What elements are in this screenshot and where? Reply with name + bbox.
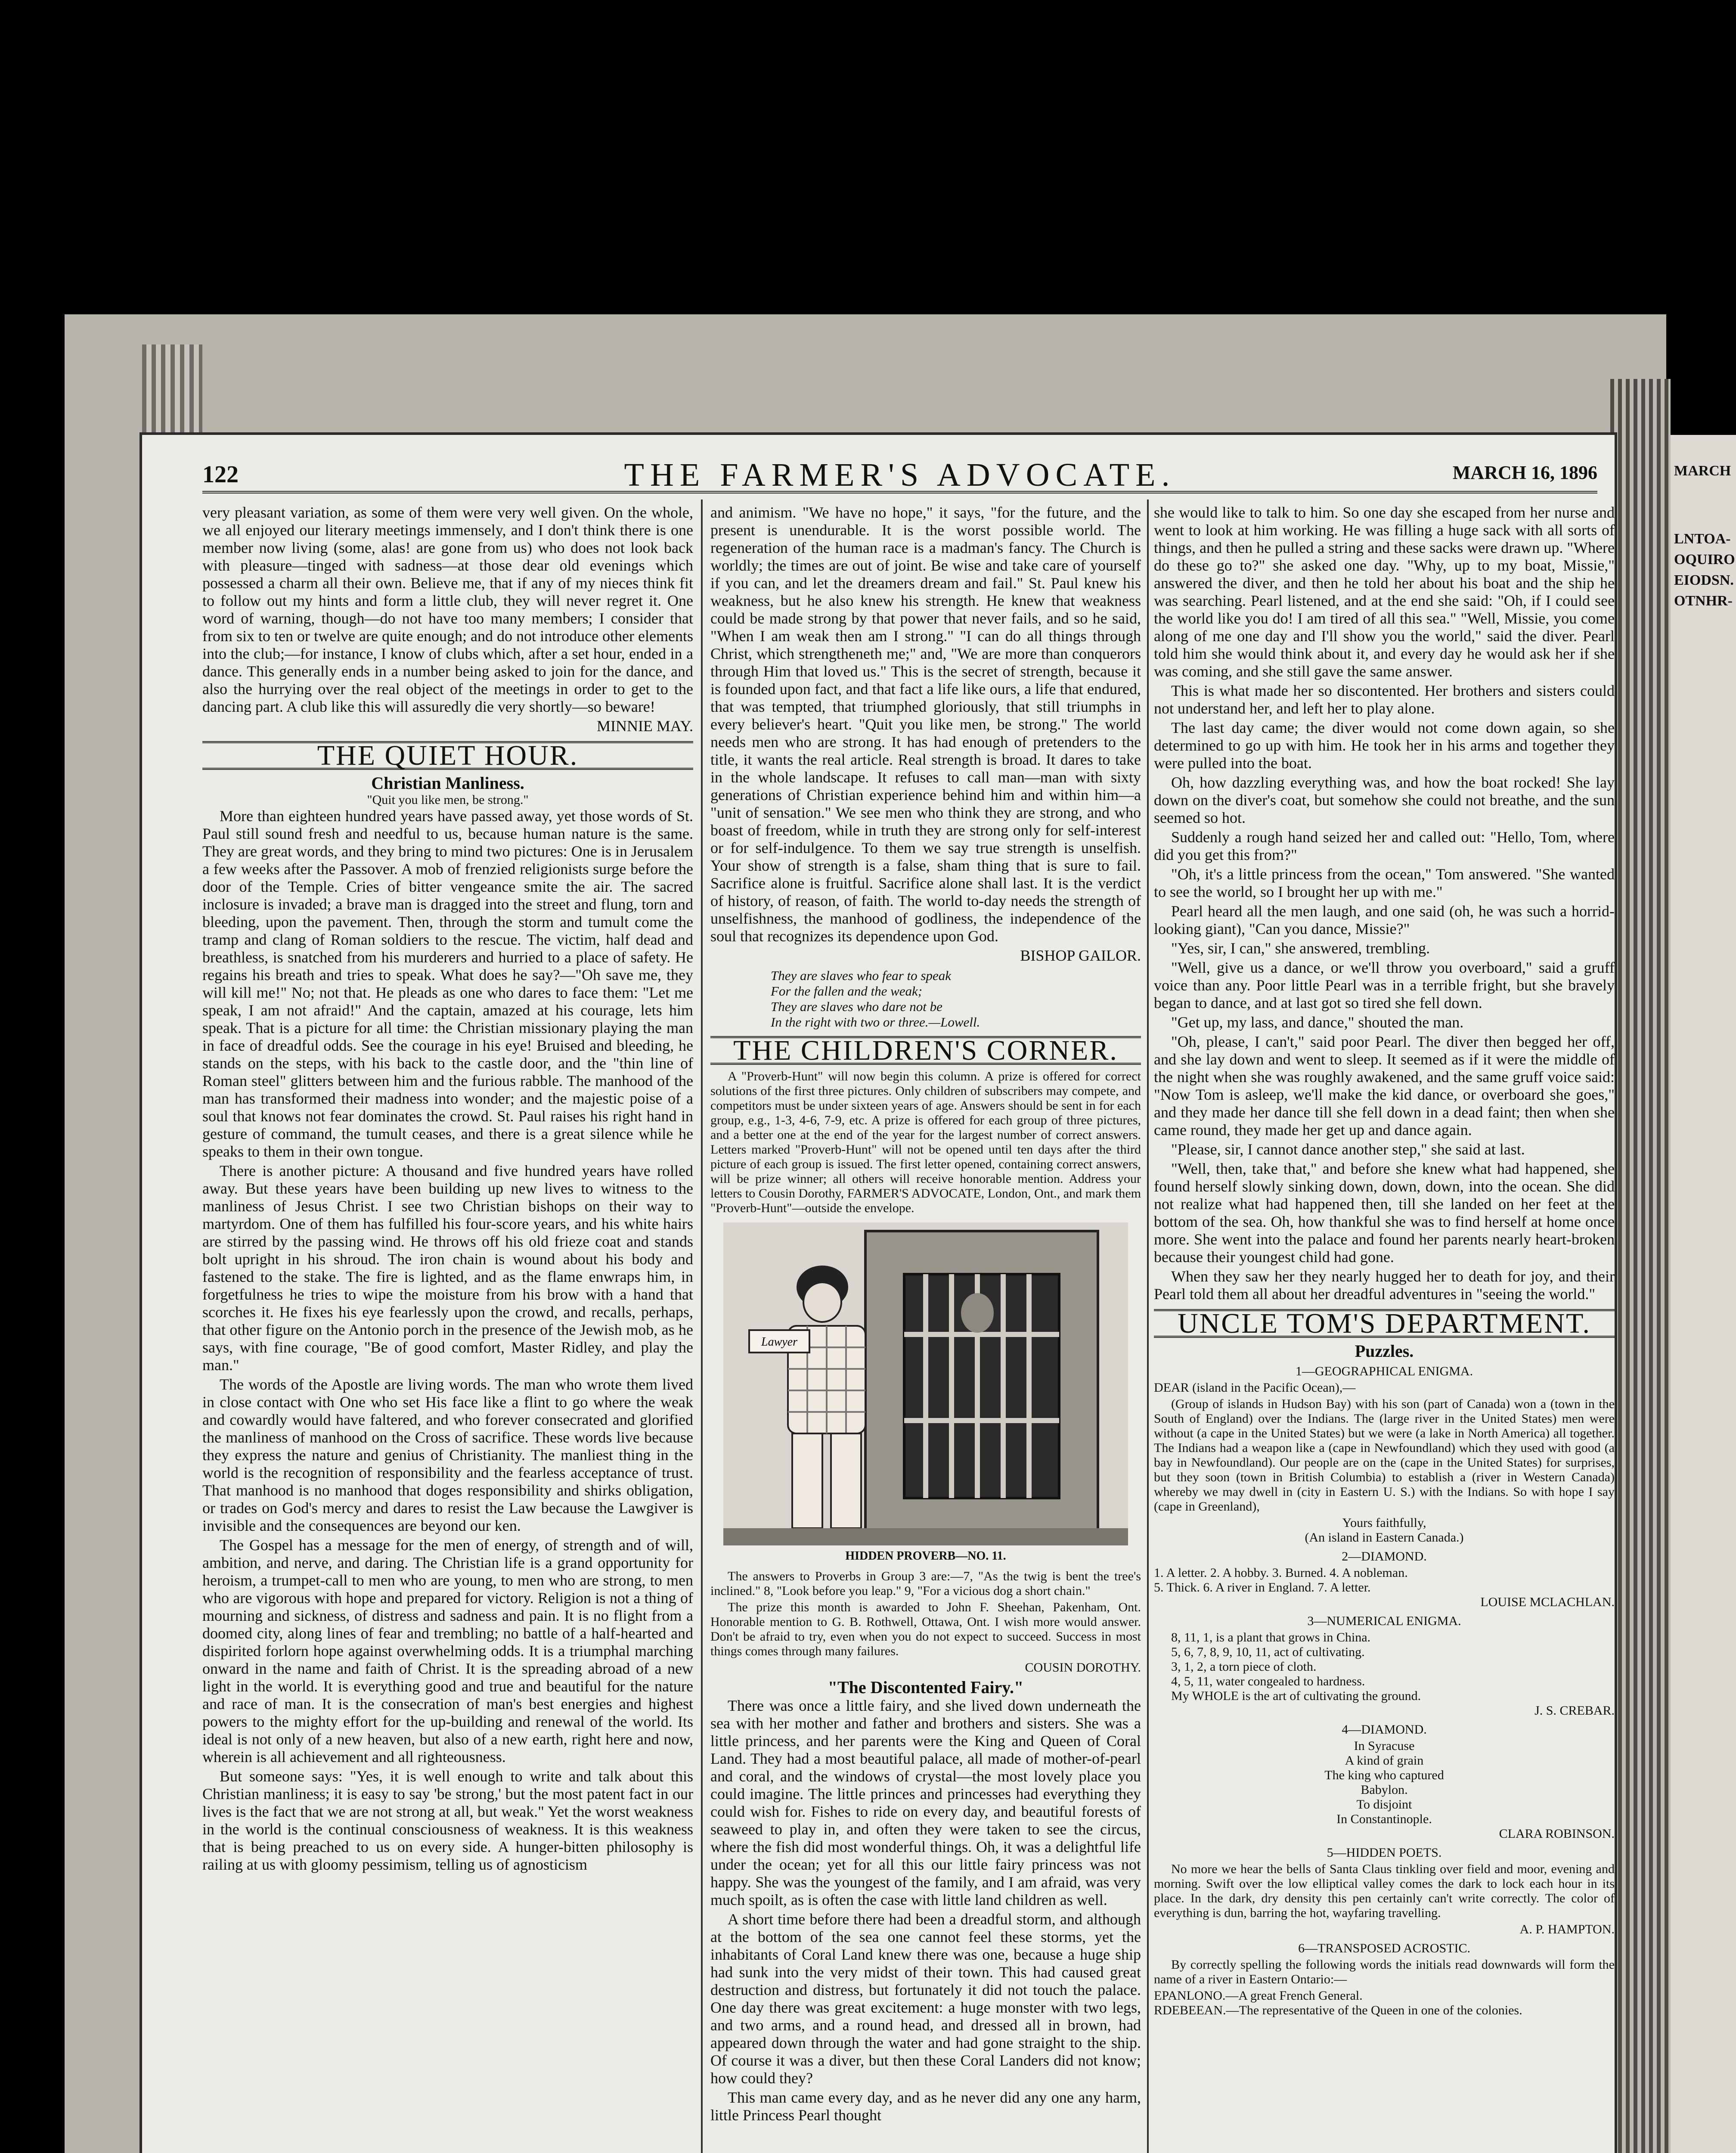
section-title-childrens-corner: THE CHILDREN'S CORNER.	[710, 1036, 1141, 1065]
story-paragraph: "Well, then, take that," and before she knew what had happened, she found herself slowly sinking down, down, down, into the ocean. She did not realize what had happened then, till she landed on her feet at the bottom of the sea. Oh, how thankful she was to find herself at home once more. She went into the palace and found her parents nearly heart-broken because their youngest child had gone.	[1154, 1160, 1615, 1266]
puzzle-line: Babylon.	[1361, 1783, 1408, 1797]
puzzle-line: RDEBEEAN.—The representative of the Queen in one of the colonies.	[1154, 2003, 1522, 2017]
puzzle-label: 4—DIAMOND.	[1342, 1722, 1427, 1737]
column-1	[202, 504, 693, 2153]
proverb-hunt-notice: A "Proverb-Hunt" will now begin this column. A prize is offered for correct solutions of the first three pictures. Only children of subscribers may compete, and competitors must be under sixteen years of age. Answers should be sent in for each group, e.g., 1-3, 4-6, 7-9, etc. A prize is offered for each group of three pictures, and a better one at the end of the year for the largest number of correct answers. Letters marked "Proverb-Hunt" will not be opened until ten days after the third picture of each group is issued. The first letter opened, containing correct answers, will be prize winner; all others will receive honorable mention. Address your letters to Cousin Dorothy, FARMER'S ADVOCATE, London, Ont., and mark them "Proverb-Hunt"—outside the envelope.	[710, 1069, 1141, 1215]
article-paragraph: The words of the Apostle are living words. The man who wrote them lived in close contact with One who set His face like a flint to go where the weak and cowardly would have faltered, and who forever consecrated and glorified the manliness of manhood on the Cross of sacrifice. These words live because they express the nature and genius of Christianity. The manliest thing in the world is the recognition of responsibility and the fearless acceptance of trust. That manhood is no manhood that doges responsibility and shirks obligation, or trades on God's mercy and dares to resist the Law because the Lawgiver is invisible and the consequences are beyond our ken.	[202, 1376, 693, 1534]
story-paragraph: "Well, give us a dance, or we'll throw you overboard," said a gruff voice than any. Poor little Pearl was in a terrible fright, but she bravely began to dance, and at last got so tired she fell down.	[1154, 959, 1615, 1011]
article-paragraph: There is another picture: A thousand and five hundred years have rolled away. But these years have been building up new lives to witness to the manliness of Jesus Christ. I see two Christian bishops on their way to martyrdom. One of them has fulfilled his four-score years, and his white hairs are stirred by the passing wind. He throws off his old frieze coat and stands bolt upright in his shroud. The iron chain is wound about his body and fastened to the stake. The fire is lighted, and as the flame enwraps him, in forgetfulness he tries to wipe the moisture from his brow with a hand that scorches it. He fixes his eye fearlessly upon the crowd, and recalls, perhaps, that other figure on the Antonio porch in the presence of the Jewish mob, as he says, with fine courage, "Be of good comfort, Master Ridley, and play the man."	[202, 1162, 693, 1374]
puzzle-line: 1. A letter. 2. A hobby. 3. Burned. 4. A nobleman.	[1154, 1566, 1408, 1580]
puzzles-title: Puzzles.	[1355, 1341, 1414, 1361]
puzzle-label: 3—NUMERICAL ENIGMA.	[1307, 1614, 1461, 1628]
puzzle-line: 5, 6, 7, 8, 9, 10, 11, act of cultivating.	[1171, 1645, 1365, 1659]
masthead	[202, 456, 1597, 493]
puzzle-line: In Syracuse	[1354, 1739, 1415, 1753]
story-paragraph: This is what made her so discontented. Her brothers and sisters could not understand her, and left her to play alone.	[1154, 682, 1615, 717]
puzzle-line: To disjoint	[1356, 1797, 1412, 1812]
puzzle-line: Yours faithfully,	[1342, 1516, 1426, 1530]
signature: LOUISE MCLACHLAN.	[1480, 1595, 1615, 1609]
puzzle-line: (Group of islands in Hudson Bay) with his son (part of Canada) won a (town in the South of England) over the Indians. The (large river in the United States) men were without (a cape in the United States) but we were (a lake in North America) all together. The Indians had a weapon like a (cape in Newfoundland) which they used with good (a bay in Newfoundland). Our people are on the (cape in the United States) for surprises, but they soon (town in British Columbia) to establish a (river in Western Canada) whereby we may dwell in (city in Eastern U. S.) with the Indians. So with hope I say (cape in Greenland),	[1154, 1397, 1615, 1514]
puzzle-line: DEAR (island in the Pacific Ocean),—	[1154, 1381, 1356, 1395]
puzzle-line: 4, 5, 11, water congealed to hardness.	[1171, 1674, 1365, 1688]
signature: CLARA ROBINSON.	[1499, 1827, 1615, 1841]
story-paragraph: A short time before there had been a dreadful storm, and although at the bottom of the sea one cannot feel these storms, yet the inhabitants of Coral Land knew there was one, because a huge ship had sunk into the very midst of their town. This had caused great destruction and distress, but fortunately it did not touch the palace. One day there was great excitement: a huge monster with two legs, and two arms, and a round head, and dressed all in brown, had appeared down through the water and had gone straight to the ship. Of course it was a diver, but then these Coral Landers did not know; how could they?	[710, 1911, 1141, 2087]
poem-line: In the right with two or three.—Lowell.	[771, 1014, 980, 1030]
story-paragraph: The last day came; the diver would not come down again, so she determined to go up with him. He took her in his arms and together they were pulled into the boat.	[1154, 719, 1615, 772]
puzzle-label: 6—TRANSPOSED ACROSTIC.	[1298, 1941, 1471, 1955]
puzzle-text: By correctly spelling the following words the initials read downwards will form the name of a river in Eastern Ontario:—	[1154, 1958, 1615, 1986]
paper-title: THE FARMER'S ADVOCATE.	[624, 457, 1176, 493]
puzzle-line: In Constantinople.	[1336, 1812, 1432, 1826]
story-paragraph: "Oh, it's a little princess from the ocean," Tom answered. "She wanted to see the world, so I brought her up with me."	[1154, 866, 1615, 900]
puzzle-line: 8, 11, 1, is a plant that grows in China.	[1171, 1630, 1371, 1644]
poem	[771, 968, 1141, 1030]
article-paragraph: More than eighteen hundred years have passed away, yet those words of St. Paul still sound fresh and needful to us, because human nature is the same. They are great words, and they bring to mind two pictures: One is in Jerusalem a few weeks after the Passover. A mob of frenzied religionists surge before the door of the Temple. Cries of bitter vengeance smite the air. The sacred inclosure is invaded; a brave man is dragged into the street and flung, torn and bleeding, upon the pavement. Then, through the storm and tumult come the tramp and clang of Roman soldiers to the rescue. The victim, half dead and breathless, is snatched from his murderers and hurried to a place of safety. He regains his breath and tries to speak. What does he say?—"Oh save me, they will kill me!" No; not that. He pleads as one who dares to face them: "Let me speak, I am not afraid!" And the captain, amazed at his courage, lets him speak. That is a picture for all time: the Christian missionary playing the man in face of dreadful odds. See the courage in his eye! Bruised and bleeding, he stands on the steps, with his back to the castle door, and the "thin line of Roman steel" glitters between him and the furious rabble. The manhood of the man has transformed their madness into wonder; and the majestic poise of a soul that knows not fear dominates the crowd. St. Paul raises his right hand in gesture of command, the tumult ceases, and there is a great silence while he speaks to them in their own tongue.	[202, 807, 693, 1160]
facing-page-line: LNTOA-	[1674, 531, 1731, 547]
issue-date: MARCH 16, 1896	[1452, 462, 1597, 483]
section-title-quiet-hour: THE QUIET HOUR.	[202, 741, 693, 770]
proverb-answers: The answers to Proverbs in Group 3 are:—7, "As the twig is bent the tree's inclined." 8, "Look before you leap." 9, "For a vicious dog a short chain."	[710, 1569, 1141, 1598]
prize-notice: The prize this month is awarded to John F. Sheehan, Pakenham, Ont. Honorable mention to G. B. Rothwell, Ottawa, Ont. I wish more would answer. Don't be afraid to try, even when you do not expect to succeed. Success in most things comes through many failures.	[710, 1600, 1141, 1658]
puzzle-line: The king who captured	[1324, 1768, 1444, 1782]
signature: A. P. HAMPTON.	[1519, 1922, 1615, 1936]
facing-page-line: EIODSN.	[1674, 572, 1734, 588]
story-paragraph: "Get up, my lass, and dance," shouted the man.	[1171, 1014, 1464, 1031]
article-paragraph: and animism. "We have no hope," it says, "for the future, and the present is unendurable. It is the worst possible world. The regeneration of the human race is a madman's fancy. The Church is worldly; the times are out of joint. Be wise and take care of yourself if you can, and let the dreamers dream and fail." St. Paul knew his weakness, but he also knew his strength. He knew that weakness could be made strong by that power that never fails, and so he said, "When I am weak then am I strong." "I can do all things through Christ, which strengtheneth me;" and, "We are more than conquerors through Him that loved us." This is the secret of strength, because it is founded upon fact, and that fact a life like ours, a life that endured, that was tempted, that triumphed gloriously, that still triumphs in every believer's heart. "Quit you like men, be strong." The world needs men who are strong. It has had enough of pretenders to the title, it wants the real article. Real strength is broad. It dares to take in the whole landscape. It refuses to call man—man with sixty generations of Christian experience behind him and within him—a "unit of sensation." We see men who think they are strong, and who boast of freedom, while in truth they are strong only for self-interest or for self-indulgence. To them we say true strength is unselfish. Your show of strength is a false, sham thing that is sure to fail. Sacrifice alone is fruitful. Sacrifice alone shall last. It is the verdict of history, of reason, of faith. The world to-day needs the strength of unselfishness, the manhood of godliness, the independence of the soul that recognizes its dependence upon God.	[710, 504, 1141, 945]
story-paragraph: Oh, how dazzling everything was, and how the boat rocked! She lay down on the diver's coat, but somehow she could not breathe, and the sun seemed so hot.	[1154, 774, 1615, 826]
story-paragraph: This man came every day, and as he never did any one any harm, little Princess Pearl thought	[710, 2089, 1141, 2124]
poem-line: For the fallen and the weak;	[771, 983, 923, 999]
article-paragraph: But someone says: "Yes, it is well enough to write and talk about this Christian manliness; it is easy to say 'be strong,' but the most patent fact in our lives is the fact that we are not strong at all, but weak." Yet the worst weakness in the world is the continual consciousness of weakness. It is this weakness that is being preached to us on every side. A hunger-bitten philosophy is railing at us with gloomy pessimism, telling us of agnosticism	[202, 1768, 693, 1873]
illustration-caption: HIDDEN PROVERB—NO. 11.	[845, 1549, 1006, 1563]
facing-page-fragment	[1671, 435, 1736, 2153]
story-title: "The Discontented Fairy."	[828, 1678, 1024, 1697]
puzzle-line: (An island in Eastern Canada.)	[1305, 1530, 1464, 1545]
story-paragraph: she would like to talk to him. So one day she escaped from her nurse and went to look at him working. He was filling a huge sack with all sorts of things, and then he pulled a string and these sacks were drawn up. "Where do these go to?" she asked one day. "Why, up to my boat, Missie," answered the diver, and then he told her about his boat and the ship he was searching. Pearl listened, and at the end she said: "Oh, if I could see the world like you do! I am tired of all this sea." "Well, Missie, you come along of me one day and I'll show you the world," said the diver. Pearl told him she would think about it, and every day he would ask her if she was coming, and she still gave the same answer.	[1154, 504, 1615, 680]
story-paragraph: "Yes, sir, I can," she answered, trembling.	[1171, 940, 1430, 957]
story-paragraph: "Please, sir, I cannot dance another step," she said at last.	[1171, 1141, 1525, 1158]
epigraph: "Quit you like men, be strong."	[367, 793, 529, 807]
puzzle-label: 5—HIDDEN POETS.	[1327, 1846, 1442, 1860]
puzzle-line: EPANLONO.—A great French General.	[1154, 1989, 1363, 2003]
letter-ending: very pleasant variation, as some of them were very well given. On the whole, we all enjoyed our literary meetings immensely, and I don't think there is one member now living (some, alas! are gone from us) who does not look back with pleasure—tinged with sadness—at those dear old evenings which possessed a charm all their own. Believe me, that if any of my nieces think fit to follow out my hints and form a little club, they will never regret it. One word of warning, though—do not have too many members; I consider that from six to ten or twelve are quite enough; and do not introduce other elements into the club;—for instance, I know of clubs which, after a set hour, ended in a dance. This generally ends in a number being asked to join for the dance, and also the hurrying over the real object of the meetings in order to get to the dancing part. A club like this will assuredly die very shortly—so beware!	[202, 504, 693, 715]
facing-page-line: OTNHR-	[1674, 593, 1733, 609]
puzzle-label: 2—DIAMOND.	[1342, 1549, 1427, 1564]
page-number: 122	[202, 461, 239, 488]
puzzle-line: 5. Thick. 6. A river in England. 7. A letter.	[1154, 1580, 1371, 1595]
puzzle-line: 3, 1, 2, a torn piece of cloth.	[1171, 1660, 1317, 1674]
column-rule	[701, 499, 703, 2153]
signature: MINNIE MAY.	[596, 717, 693, 735]
column-rule	[1147, 499, 1149, 2153]
story-paragraph: Pearl heard all the men laugh, and one said (oh, he was such a horrid-looking giant), "Can you dance, Missie?"	[1154, 903, 1615, 937]
article-paragraph: The Gospel has a message for the men of energy, of strength and of will, ambition, and nerve, and daring. The Christian life is a grand opportunity for heroism, a trumpet-call to men who are young, to men who are strong, to men who are vigorous with hope and prepared for victory. Religion is not a thing of mourning and sickness, of distress and sadness and pain. It is no flight from a doomed city, along lines of fear and trembling; no battle of a half-hearted and dispirited forlorn hope against overwhelming odds. It is a triumphal marching onward in the name and faith of Christ. It is the spreading abroad of a new light in the world. It is everything good and true and beautiful for the nature and race of man. It is the consecration of man's best energies and highest powers to the mighty effort for the up-building and renewal of the world. Its ideal is not only of a new heaven, but also of a new earth, right here and now, wherein is all achievement and all righteousness.	[202, 1536, 693, 1765]
column-2	[710, 504, 1141, 2153]
story-paragraph: There was once a little fairy, and she lived down underneath the sea with her mother and father and brothers and sisters. She was a little princess, and her parents were the King and Queen of Coral Land. They had a most beautiful palace, all made of mother-of-pearl and coral, and the windows of crystal—the most lovely place you could imagine. The little princes and princesses had everything they could wish for. Fishes to ride on every day, and beautiful forests of seaweed to play in, and often they were taken to see the circus, where the fish did most wonderful things. Oh, it was a delightful life under the ocean; yet for all this our little fairy princess was not happy. She was the youngest of the family, and I am afraid, was very much spoilt, as is often the case with little land children as well.	[710, 1697, 1141, 1908]
poem-line: They are slaves who dare not be	[771, 999, 942, 1014]
signature: J. S. CREBAR.	[1534, 1703, 1615, 1718]
illustration-sign-text: Lawyer	[761, 1335, 797, 1349]
section-title-uncle-toms: UNCLE TOM'S DEPARTMENT.	[1154, 1309, 1615, 1338]
facing-page-line: OQUIRO	[1674, 552, 1735, 568]
story-paragraph: "Oh, please, I can't," said poor Pearl. The diver then begged her off, and she lay down and went to sleep. It seemed as if it were the middle of the night when she was roughly awakened, and the same gruff voice said: "Now Tom is asleep, we'll make the kid dance, or overboard she goes," and they made her dance till she fell down in a dead faint; then when she came round, they made her get up and dance again.	[1154, 1033, 1615, 1139]
story-paragraph: Suddenly a rough hand seized her and called out: "Hello, Tom, where did you get this from?"	[1154, 828, 1615, 863]
page-stack-edge	[1610, 379, 1671, 2153]
article-title: Christian Manliness.	[371, 773, 524, 793]
puzzle-text: No more we hear the bells of Santa Claus tinkling over field and moor, evening and morning. Swift over the low elliptical valley comes the dark to lock each hour in its place. In the dark, dry density this pen certainly can't write correctly. The color of everything is dun, barring the hot, wayfaring travelling.	[1154, 1862, 1615, 1920]
puzzle-label: 1—GEOGRAPHICAL ENIGMA.	[1295, 1364, 1473, 1378]
story-paragraph: When they saw her they nearly hugged her to death for joy, and their Pearl told them all about her dreadful adventures in "seeing the world."	[1154, 1268, 1615, 1303]
column-3	[1154, 504, 1615, 2153]
signature: COUSIN DOROTHY.	[1025, 1660, 1141, 1675]
signature: BISHOP GAILOR.	[1020, 947, 1141, 964]
facing-page-header: MARCH	[1674, 463, 1731, 479]
puzzle-line: My WHOLE is the art of cultivating the ground.	[1171, 1689, 1421, 1703]
puzzle-line: A kind of grain	[1345, 1753, 1424, 1768]
hidden-proverb-illustration	[723, 1222, 1128, 1545]
poem-line: They are slaves who fear to speak	[771, 968, 951, 983]
